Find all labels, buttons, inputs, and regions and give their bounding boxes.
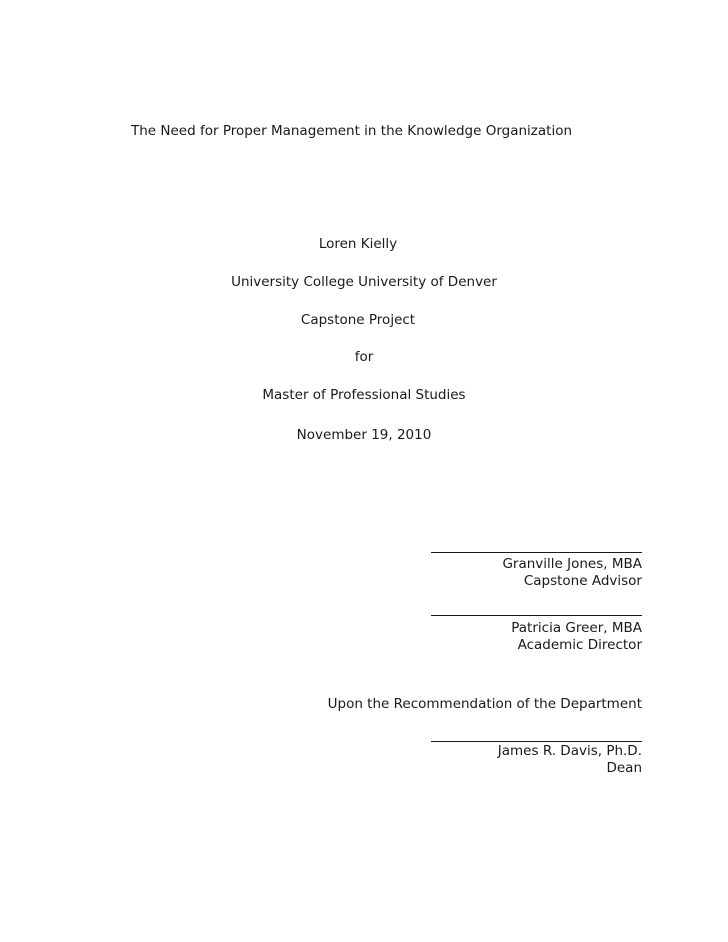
signature-line: [431, 741, 642, 742]
for-text: for: [354, 349, 374, 365]
author-name: Loren Kielly: [318, 236, 398, 252]
submission-date: November 19, 2010: [296, 427, 432, 443]
recommendation-text: Upon the Recommendation of the Department: [327, 696, 642, 712]
signer-name: Granville Jones, MBA: [502, 556, 642, 572]
signature-line: [431, 615, 642, 616]
document-title: The Need for Proper Management in the Knowledge Organization: [131, 123, 573, 139]
degree-name: Master of Professional Studies: [262, 387, 466, 403]
signer-role: Capstone Advisor: [523, 573, 642, 589]
project-type: Capstone Project: [300, 312, 416, 328]
signature-line: [431, 552, 642, 553]
signer-name: Patricia Greer, MBA: [511, 620, 642, 636]
signer-name: James R. Davis, Ph.D.: [497, 743, 642, 759]
signer-role: Academic Director: [517, 637, 642, 653]
signer-role: Dean: [606, 760, 642, 776]
institution-name: University College University of Denver: [231, 274, 497, 290]
